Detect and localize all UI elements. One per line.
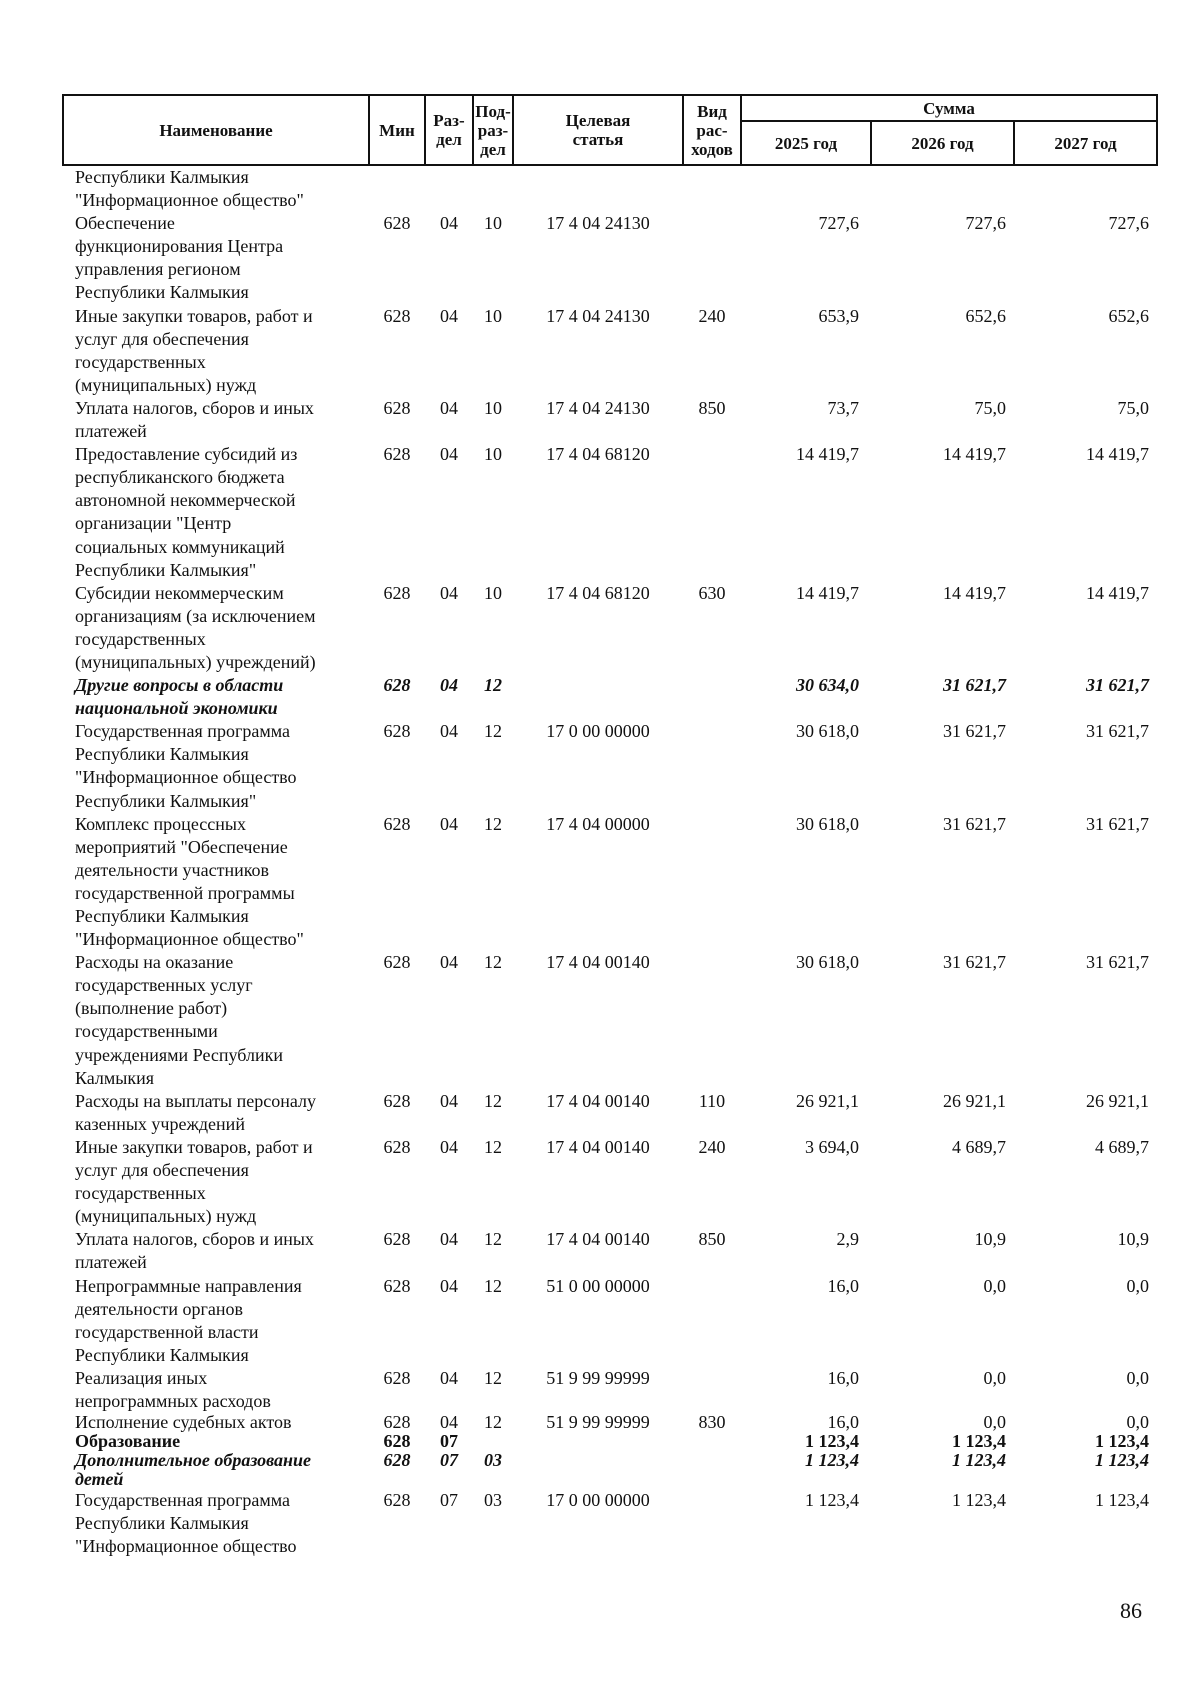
row-2025: 14 419,7	[796, 444, 859, 465]
row-2026: 727,6	[965, 213, 1006, 234]
row-razdel: 04	[440, 1275, 458, 1296]
header-2027: 2027 год	[1014, 121, 1157, 165]
row-podrazdel: 12	[484, 1229, 502, 1250]
row-2027: 652,6	[1108, 305, 1150, 326]
row-celevaya: 17 4 04 00000	[546, 813, 650, 834]
row-vid	[683, 813, 741, 952]
row-min: 628	[383, 213, 411, 234]
table-row	[63, 1432, 1157, 1451]
row-celevaya: 17 4 04 68120	[546, 582, 650, 603]
row-2025: 653,9	[818, 305, 859, 326]
row-2025: 727,6	[818, 213, 859, 234]
row-min: 628	[383, 1450, 411, 1471]
row-2027: 0,0	[1126, 1275, 1150, 1296]
table-row	[63, 397, 1157, 443]
row-vid: 830	[698, 1412, 726, 1433]
row-name: Комплекс процессных мероприятий "Обеспечение деятельности участников государственной программы Республики Калмыкия "Информационное общество"	[75, 813, 304, 950]
row-min	[369, 165, 425, 212]
row-vid	[683, 674, 741, 720]
row-razdel: 04	[440, 1412, 458, 1433]
row-2027: 14 419,7	[1086, 582, 1150, 603]
row-2026: 0,0	[983, 1412, 1006, 1433]
header-razdel	[425, 95, 473, 165]
table-row	[63, 1451, 1157, 1489]
table-row	[63, 1090, 1157, 1136]
row-name: Субсидии некоммерческим организациям (за исключением государственных (муниципальных) учреждений)	[75, 582, 316, 672]
row-celevaya: 17 0 00 00000	[546, 721, 650, 742]
row-razdel: 04	[440, 675, 458, 696]
table-row	[63, 1489, 1157, 1558]
row-min: 628	[383, 1412, 411, 1433]
row-2025: 73,7	[827, 397, 859, 418]
row-podrazdel: 12	[484, 952, 502, 973]
row-podrazdel: 12	[484, 1090, 502, 1111]
row-2025: 30 618,0	[796, 952, 859, 973]
row-razdel: 07	[440, 1490, 458, 1511]
row-name: Иные закупки товаров, работ и услуг для обеспечения государственных (муниципальных) нужд	[75, 305, 313, 395]
row-name: Республики Калмыкия "Информационное общество"	[75, 167, 304, 211]
row-2025: 30 618,0	[796, 721, 859, 742]
row-razdel: 04	[440, 213, 458, 234]
row-celevaya	[513, 674, 683, 720]
row-celevaya: 17 4 04 00140	[546, 1090, 650, 1111]
header-razdel-text: Раз- дел	[433, 111, 465, 149]
row-2026: 75,0	[974, 397, 1006, 418]
row-2026: 1 123,4	[952, 1431, 1006, 1452]
row-min: 628	[383, 1090, 411, 1111]
row-2025: 26 921,1	[796, 1090, 859, 1111]
row-2026: 0,0	[983, 1275, 1006, 1296]
header-vid	[683, 95, 741, 165]
table-row	[63, 674, 1157, 720]
header-2026: 2026 год	[871, 121, 1014, 165]
row-2027: 10,9	[1117, 1229, 1150, 1250]
header-name: Наименование	[63, 95, 369, 165]
row-celevaya: 17 4 04 68120	[546, 444, 650, 465]
row-celevaya	[513, 1451, 683, 1489]
row-podrazdel: 10	[484, 444, 502, 465]
row-vid	[683, 212, 741, 304]
row-name: Расходы на оказание государственных услуг (выполнение работ) государственными учреждениями Республики Калмыкия	[75, 952, 283, 1088]
row-celevaya: 17 4 04 24130	[546, 305, 650, 326]
row-2027: 0,0	[1126, 1367, 1150, 1388]
row-name: Уплата налогов, сборов и иных платежей	[75, 397, 314, 442]
row-min: 628	[383, 1136, 411, 1157]
row-podrazdel: 12	[484, 1136, 502, 1157]
row-name: Иные закупки товаров, работ и услуг для обеспечения государственных (муниципальных) нужд	[75, 1136, 313, 1227]
row-min: 628	[383, 397, 411, 418]
row-2026: 26 921,1	[943, 1090, 1006, 1111]
row-razdel: 04	[440, 1090, 458, 1111]
row-celevaya	[513, 1432, 683, 1451]
table-header	[63, 95, 1157, 165]
row-podrazdel: 12	[484, 721, 502, 742]
row-razdel: 07	[440, 1431, 458, 1452]
row-vid	[683, 1489, 741, 1558]
page-number: 86	[1120, 1598, 1142, 1623]
row-2025: 3 694,0	[805, 1136, 859, 1157]
table-row	[63, 443, 1157, 582]
row-razdel: 07	[440, 1450, 458, 1471]
row-vid	[683, 1451, 741, 1489]
row-2025: 16,0	[827, 1412, 859, 1433]
row-2027: 31 621,7	[1086, 721, 1150, 742]
row-min: 628	[383, 305, 411, 326]
row-2027: 31 621,7	[1086, 675, 1150, 696]
row-2027: 4 689,7	[1095, 1136, 1150, 1157]
row-razdel: 04	[440, 1229, 458, 1250]
row-2026: 31 621,7	[943, 952, 1006, 973]
row-podrazdel: 12	[484, 1367, 502, 1388]
table-row	[63, 1367, 1157, 1413]
row-celevaya	[513, 165, 683, 212]
row-2025: 16,0	[827, 1275, 859, 1296]
row-2027: 75,0	[1117, 397, 1150, 418]
header-vid-text: Вид рас- ходов	[691, 101, 733, 159]
row-2026: 31 621,7	[943, 813, 1006, 834]
row-2025: 1 123,4	[805, 1431, 859, 1452]
row-celevaya: 51 9 99 99999	[546, 1412, 650, 1433]
header-summa: Сумма	[741, 95, 1157, 121]
header-celevaya	[513, 95, 683, 165]
table-row	[63, 165, 1157, 212]
row-name: Предоставление субсидий из республиканского бюджета автономной некоммерческой организации "Центр социальных коммуникаций Республики Калмыкия"	[75, 444, 298, 580]
row-2027: 1 123,4	[1095, 1490, 1150, 1511]
row-celevaya: 17 4 04 00140	[546, 1136, 650, 1157]
row-min: 628	[383, 582, 411, 603]
table-row	[63, 305, 1157, 397]
row-vid	[683, 1275, 741, 1367]
row-2026: 1 123,4	[952, 1450, 1006, 1471]
row-2025: 2,9	[836, 1229, 859, 1250]
row-vid: 240	[698, 305, 726, 326]
header-min: Мин	[369, 95, 425, 165]
row-2025: 30 618,0	[796, 813, 859, 834]
table-row	[63, 1136, 1157, 1228]
row-razdel: 04	[440, 813, 458, 834]
row-razdel: 04	[440, 305, 458, 326]
row-vid	[683, 1432, 741, 1451]
row-2027: 1 123,4	[1095, 1431, 1150, 1452]
row-name: Обеспечение функционирования Центра управления регионом Республики Калмыкия	[75, 213, 284, 303]
row-razdel: 04	[440, 397, 458, 418]
row-name: Образование	[75, 1431, 181, 1452]
row-vid: 240	[698, 1136, 726, 1157]
row-podrazdel: 12	[484, 675, 502, 696]
row-vid	[683, 720, 741, 812]
row-razdel: 04	[440, 582, 458, 603]
row-podrazdel: 12	[484, 1275, 502, 1296]
row-2027: 31 621,7	[1086, 952, 1150, 973]
row-name: Государственная программа Республики Калмыкия "Информационное общество Республики Калмыкия"	[75, 721, 297, 811]
row-2026: 31 621,7	[943, 675, 1006, 696]
header-celevaya-text: Целевая статья	[565, 111, 631, 149]
row-2027: 1 123,4	[1095, 1450, 1150, 1471]
row-celevaya: 17 4 04 24130	[546, 397, 650, 418]
row-2027: 14 419,7	[1086, 444, 1150, 465]
row-2025: 14 419,7	[796, 582, 859, 603]
header-2025: 2025 год	[741, 121, 871, 165]
row-podrazdel: 10	[484, 397, 502, 418]
row-min: 628	[383, 1431, 411, 1452]
row-min: 628	[383, 721, 411, 742]
row-celevaya: 17 0 00 00000	[546, 1490, 650, 1511]
row-name: Расходы на выплаты персоналу казенных учреждений	[75, 1090, 316, 1134]
row-2025	[741, 165, 871, 212]
row-celevaya: 17 4 04 24130	[546, 213, 650, 234]
row-name: Исполнение судебных актов	[75, 1412, 292, 1433]
row-2026: 14 419,7	[943, 444, 1006, 465]
table-row	[63, 1228, 1157, 1274]
row-2026: 652,6	[965, 305, 1006, 326]
row-celevaya: 51 0 00 00000	[546, 1275, 650, 1296]
table-row	[63, 212, 1157, 304]
row-vid	[683, 951, 741, 1090]
row-2026: 1 123,4	[952, 1490, 1006, 1511]
row-name: Дополнительное образование детей	[75, 1450, 312, 1490]
row-vid	[683, 165, 741, 212]
row-vid: 850	[698, 397, 726, 418]
row-min: 628	[383, 444, 411, 465]
row-podrazdel: 12	[484, 1412, 502, 1433]
row-podrazdel	[473, 165, 513, 212]
row-2025: 1 123,4	[805, 1490, 859, 1511]
row-2026: 14 419,7	[943, 582, 1006, 603]
table-row	[63, 720, 1157, 812]
row-2026	[871, 165, 1014, 212]
row-podrazdel: 12	[484, 813, 502, 834]
table-row	[63, 1275, 1157, 1367]
row-2025: 1 123,4	[805, 1450, 859, 1471]
row-vid: 630	[698, 582, 726, 603]
table-row	[63, 582, 1157, 674]
row-celevaya: 17 4 04 00140	[546, 1229, 650, 1250]
row-2027: 727,6	[1108, 213, 1150, 234]
row-min: 628	[383, 813, 411, 834]
row-2025: 16,0	[827, 1367, 859, 1388]
row-name: Реализация иных непрограммных расходов	[75, 1367, 271, 1411]
row-razdel: 04	[440, 952, 458, 973]
row-2026: 0,0	[983, 1367, 1006, 1388]
row-razdel: 04	[440, 444, 458, 465]
row-2026: 31 621,7	[943, 721, 1006, 742]
row-celevaya: 51 9 99 99999	[546, 1367, 650, 1388]
row-podrazdel: 10	[484, 305, 502, 326]
row-razdel: 04	[440, 721, 458, 742]
row-podrazdel: 10	[484, 213, 502, 234]
row-2027: 31 621,7	[1086, 813, 1150, 834]
row-razdel	[425, 165, 473, 212]
row-2026: 10,9	[974, 1229, 1006, 1250]
table-row	[63, 813, 1157, 952]
row-min: 628	[383, 952, 411, 973]
row-min: 628	[383, 675, 411, 696]
row-2025: 30 634,0	[796, 675, 859, 696]
row-2027: 26 921,1	[1086, 1090, 1150, 1111]
row-vid: 850	[698, 1229, 726, 1250]
row-2026: 4 689,7	[952, 1136, 1006, 1157]
row-podrazdel: 10	[484, 582, 502, 603]
table-row	[63, 951, 1157, 1090]
row-min: 628	[383, 1367, 411, 1388]
row-2027	[1014, 165, 1157, 212]
row-vid	[683, 443, 741, 582]
row-celevaya: 17 4 04 00140	[546, 952, 650, 973]
row-name: Непрограммные направления деятельности органов государственной власти Республики Калмыкия	[75, 1275, 302, 1365]
row-vid: 110	[698, 1090, 726, 1111]
row-2027: 0,0	[1126, 1412, 1150, 1433]
row-name: Государственная программа Республики Калмыкия "Информационное общество	[75, 1490, 297, 1557]
row-vid	[683, 1367, 741, 1413]
row-podrazdel	[473, 1432, 513, 1451]
header-podrazdel-text: Под- раз- дел	[475, 101, 511, 159]
row-min: 628	[383, 1275, 411, 1296]
budget-table	[62, 94, 1158, 1558]
row-podrazdel: 03	[484, 1490, 502, 1511]
row-podrazdel: 03	[484, 1450, 502, 1471]
header-podrazdel	[473, 95, 513, 165]
table-row	[63, 1413, 1157, 1432]
budget-page	[62, 94, 1156, 1558]
table-body	[63, 165, 1157, 1558]
row-min: 628	[383, 1490, 411, 1511]
row-name: Другие вопросы в области национальной экономики	[75, 675, 284, 719]
row-razdel: 04	[440, 1367, 458, 1388]
row-min: 628	[383, 1229, 411, 1250]
row-name: Уплата налогов, сборов и иных платежей	[75, 1229, 314, 1273]
row-razdel: 04	[440, 1136, 458, 1157]
